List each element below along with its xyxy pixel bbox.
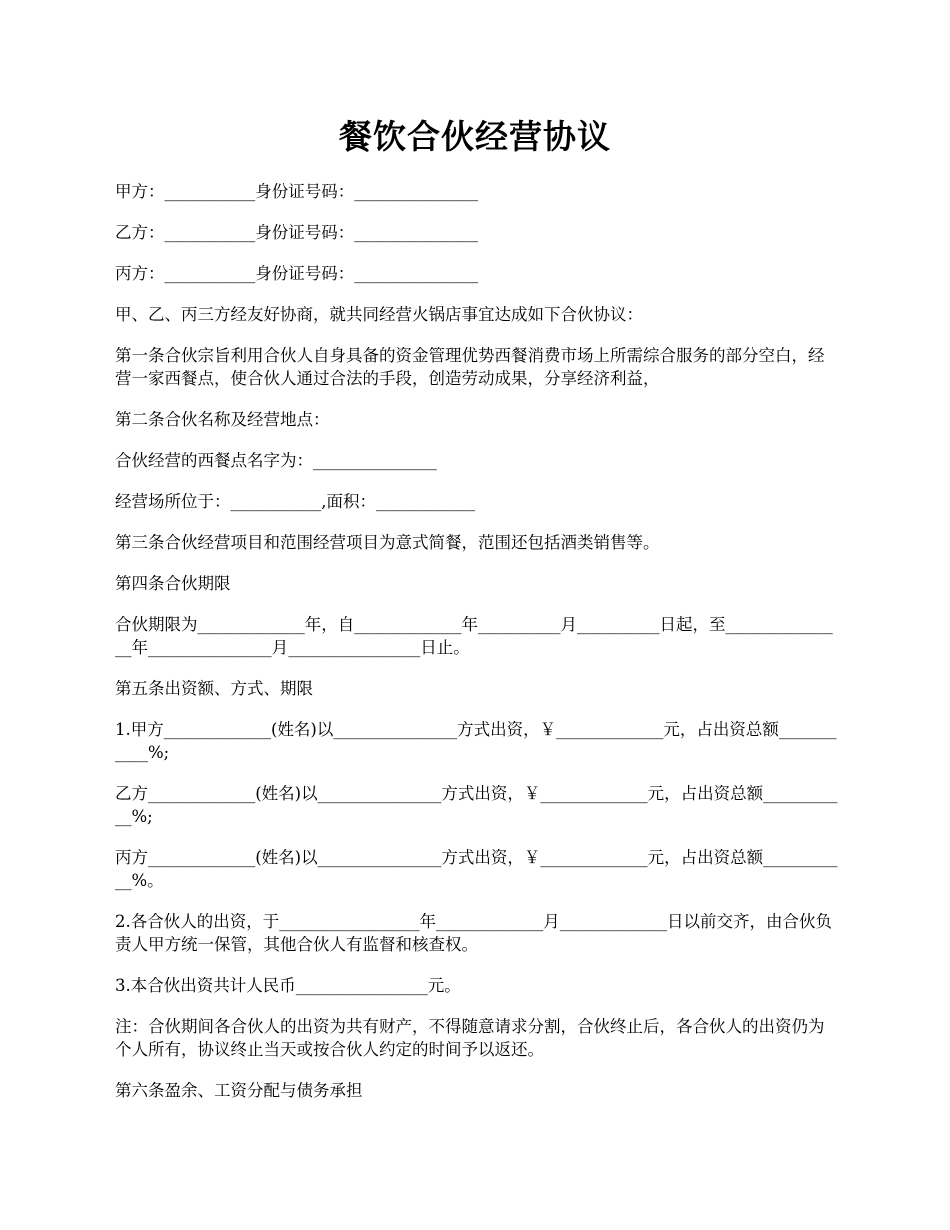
contribution-party-a: 1.甲方_____________(姓名)以_______________方式出资，￥_____________元，占出资总额___________%;: [115, 720, 837, 762]
article-3-paragraph: 第三条合伙经营项目和范围经营项目为意式简餐，范围还包括酒类销售等。: [115, 533, 660, 552]
party-a-line: 甲方：___________身份证号码：_______________: [115, 182, 478, 201]
contribution-party-c: 丙方_____________(姓名)以_______________方式出资，￥_____________元，占出资总额___________%。: [115, 848, 838, 890]
document-body: [115, 180, 840, 1120]
restaurant-name-line: 合伙经营的西餐点名字为：_______________: [115, 451, 437, 470]
preamble-paragraph: 甲、乙、丙三方经友好协商，就共同经营火锅店事宜达成如下合伙协议：: [115, 305, 643, 324]
article-2-heading: 第二条合伙名称及经营地点：: [115, 410, 330, 429]
contribution-party-b: 乙方_____________(姓名)以_______________方式出资，￥_____________元，占出资总额___________%;: [115, 784, 838, 826]
contribution-deadline-paragraph: 2.各合伙人的出资，于_________________年_____________月_____________日以前交齐，由合伙负责人甲方统一保管，其他合伙人有监督和核查权。: [115, 912, 832, 954]
note-paragraph: 注：合伙期间各合伙人的出资为共有财产，不得随意请求分割，合伙终止后，各合伙人的出资仍为个人所有，协议终止当天或按合伙人约定的时间予以返还。: [115, 1017, 825, 1059]
article-5-heading: 第五条出资额、方式、期限: [115, 679, 313, 698]
total-contribution-line: 3.本合伙出资共计人民币________________元。: [115, 976, 461, 995]
location-line: 经营场所位于：___________,面积：____________: [115, 492, 475, 511]
party-c-line: 丙方：___________身份证号码：_______________: [115, 264, 478, 283]
term-paragraph: 合伙期限为_____________年，自_____________年__________月__________日起，至_______________年_______________月________________日止。: [115, 615, 833, 657]
document-title: 餐饮合伙经营协议: [339, 117, 611, 156]
party-b-line: 乙方：___________身份证号码：_______________: [115, 223, 478, 242]
article-6-heading: 第六条盈余、工资分配与债务承担: [115, 1081, 363, 1100]
article-1-paragraph: 第一条合伙宗旨利用合伙人自身具备的资金管理优势西餐消费市场上所需综合服务的部分空白，经营一家西餐点，使合伙人通过合法的手段，创造劳动成果，分享经济利益，: [115, 346, 825, 388]
article-4-heading: 第四条合伙期限: [115, 574, 231, 593]
